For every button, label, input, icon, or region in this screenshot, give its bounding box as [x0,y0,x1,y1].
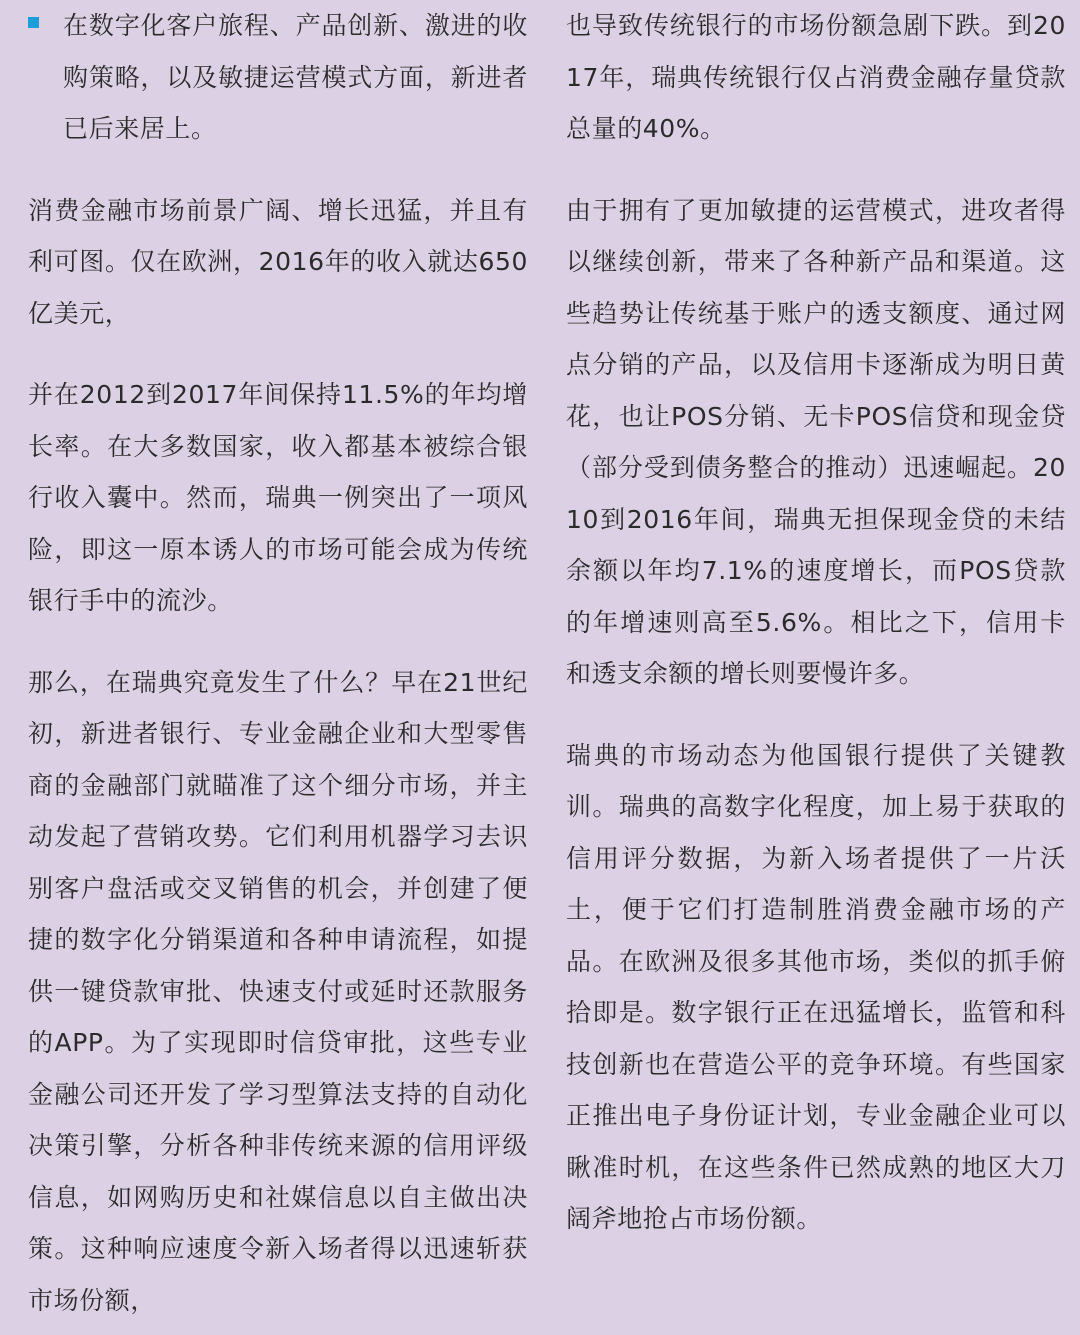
left-column [28,0,528,1326]
left-paragraph-1: 消费金融市场前景广阔、增长迅猛，并且有利可图。仅在欧洲，2016年的收入就达650亿美元， [28,195,528,328]
left-paragraph-2: 并在2012到2017年间保持11.5%的年均增长率。在大多数国家，收入都基本被综合银行收入囊中。然而，瑞典一例突出了一项风险，即这一原本诱人的市场可能会成为传统银行手中的流沙。 [28,380,528,615]
right-paragraph-3: 瑞典的市场动态为他国银行提供了关键教训。瑞典的高数字化程度，加上易于获取的信用评分数据，为新入场者提供了一片沃土，便于它们打造制胜消费金融市场的产品。在欧洲及很多其他市场，类似的抓手俯拾即是。数字银行正在迅猛增长，监管和科技创新也在营造公平的竞争环境。有些国家正推出电子身份证计划，专业金融企业可以瞅准时机，在这些条件已然成熟的地区大刀阔斧地抢占市场份额。 [566,740,1066,1233]
left-paragraph-3: 那么，在瑞典究竟发生了什么？早在21世纪初，新进者银行、专业金融企业和大型零售商的金融部门就瞄准了这个细分市场，并主动发起了营销攻势。它们利用机器学习去识别客户盘活或交叉销售的机会，并创建了便捷的数字化分销渠道和各种申请流程，如提供一键贷款审批、快速支付或延时还款服务的APP。为了实现即时信贷审批，这些专业金融公司还开发了学习型算法支持的自动化决策引擎，分析各种非传统来源的信用评级信息，如网购历史和社媒信息以自主做出决策。这种响应速度令新入场者得以迅速斩获市场份额， [28,667,528,1315]
square-bullet-icon [28,17,39,28]
right-paragraph-2: 由于拥有了更加敏捷的运营模式，进攻者得以继续创新，带来了各种新产品和渠道。这些趋势让传统基于账户的透支额度、通过网点分销的产品，以及信用卡逐渐成为明日黄花，也让POS分销、无卡POS信贷和现金贷（部分受到债务整合的推动）迅速崛起。2010到2016年间，瑞典无担保现金贷的未结余额以年均7.1%的速度增长，而POS贷款的年增速则高至5.6%。相比之下，信用卡和透支余额的增长则要慢许多。 [566,195,1066,688]
bullet-text: 在数字化客户旅程、产品创新、激进的收购策略，以及敏捷运营模式方面，新进者已后来居上。 [63,11,528,143]
right-column [566,0,1066,1245]
bullet-point [28,0,528,155]
right-paragraph-1: 也导致传统银行的市场份额急剧下跌。到2017年，瑞典传统银行仅占消费金融存量贷款总量的40%。 [566,11,1066,143]
